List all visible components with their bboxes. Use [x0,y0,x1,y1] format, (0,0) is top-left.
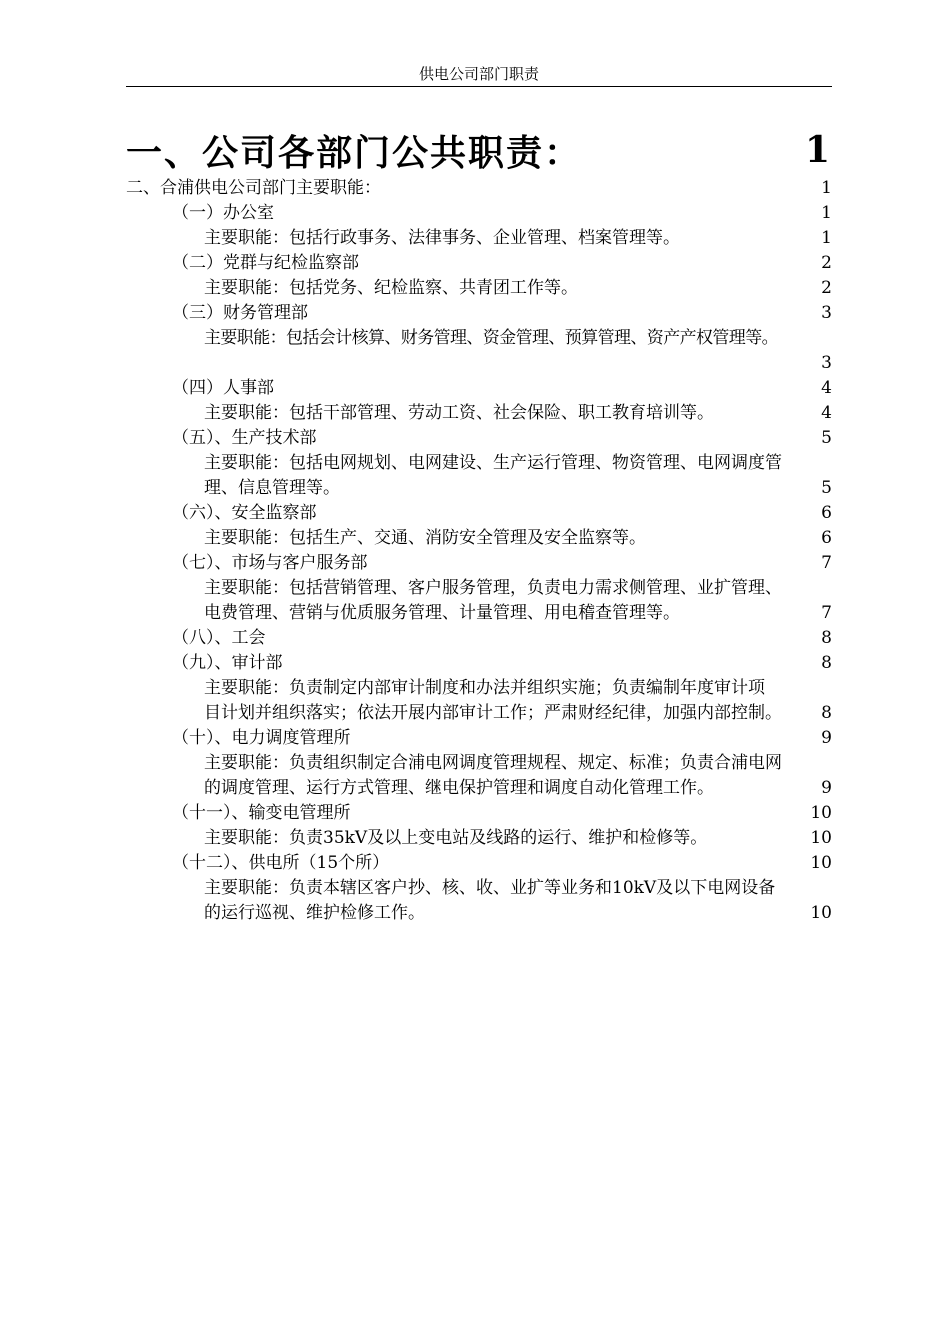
toc-entry-page: 8 [821,628,832,648]
toc-entry-page: 6 [821,503,832,523]
description-page: 10 [810,903,832,923]
description-line: 的调度管理、运行方式管理、继电保护管理和调度自动化管理工作。 [204,778,714,798]
toc-entry-page: 10 [810,803,832,823]
description-line: 主要职能：负责组织制定合浦电网调度管理规程、规定、标准；负责合浦电网 [204,753,782,773]
toc-section-2-page: 1 [821,178,832,198]
toc-entry-title: （九）、审计部 [172,653,283,673]
toc-entry-page: 1 [821,203,832,223]
toc-entry-5[interactable] [126,426,832,451]
toc-entry-description[interactable] [126,676,832,726]
description-line: 电费管理、营销与优质服务管理、计量管理、用电稽查管理等。 [204,603,680,623]
description-page: 4 [821,403,832,423]
description-line: 目计划并组织落实；依法开展内部审计工作；严肃财经纪律，加强内部控制。 [204,703,782,723]
description-page: 2 [821,278,832,298]
toc-heading-page: 1 [804,129,832,171]
toc-entry-11[interactable] [126,801,832,826]
toc-entry-description[interactable] [126,326,832,376]
toc-entry-page: 3 [821,303,832,323]
toc-entry-4[interactable] [126,376,832,401]
description-line: 主要职能：负责本辖区客户抄、核、收、业扩等业务和10kV及以下电网设备 [204,878,776,898]
toc-entry-description[interactable] [126,876,832,926]
toc-entry-title: （十一）、输变电管理所 [172,803,351,823]
toc-entry-title: （二）党群与纪检监察部 [172,253,359,273]
toc-entry-title: （十）、电力调度管理所 [172,728,351,748]
toc-entry-description[interactable] [126,226,832,251]
toc-heading-text: 一、公司各部门公共职责： [126,131,583,174]
toc-items [126,201,832,926]
header-divider [126,86,832,87]
toc-entry-description[interactable] [126,576,832,626]
toc-entry-title: （七）、市场与客户服务部 [172,553,368,573]
toc-section-2-text: 二、合浦供电公司部门主要职能： [126,178,381,198]
description-line: 主要职能：包括生产、交通、消防安全管理及安全监察等。 [204,528,646,548]
description-line: 主要职能：负责35kV及以上变电站及线路的运行、维护和检修等。 [204,828,708,848]
description-page: 8 [821,703,832,723]
toc-heading-1[interactable] [126,124,832,176]
toc-entry-12[interactable] [126,851,832,876]
toc-entry-page: 4 [821,378,832,398]
description-line: 主要职能：负责制定内部审计制度和办法并组织实施；负责编制年度审计项 [204,678,765,698]
description-line: 主要职能：包括会计核算、财务管理、资金管理、预算管理、资产产权管理等。 [204,328,778,348]
page-header: 供电公司部门职责 [418,65,539,83]
toc-entry-3[interactable] [126,301,832,326]
toc-entry-title: （十二）、供电所（15个所） [172,853,390,873]
description-page: 10 [810,828,832,848]
toc-entry-page: 2 [821,253,832,273]
toc-entry-title: （一）办公室 [172,203,274,223]
description-line: 主要职能：包括电网规划、电网建设、生产运行管理、物资管理、电网调度管 [204,453,782,473]
toc-entry-title: （五）、生产技术部 [172,428,317,448]
toc-entry-title: （八）、工会 [172,628,266,648]
toc-entry-2[interactable] [126,251,832,276]
toc-entry-7[interactable] [126,551,832,576]
toc-entry-description[interactable] [126,526,832,551]
description-line: 的运行巡视、维护检修工作。 [204,903,425,923]
toc-entry-9[interactable] [126,651,832,676]
toc-entry-8[interactable] [126,626,832,651]
description-line: 理、信息管理等。 [204,478,340,498]
toc-entry-title: （六）、安全监察部 [172,503,317,523]
description-line: 主要职能：包括行政事务、法律事务、企业管理、档案管理等。 [204,228,680,248]
toc-entry-title: （四）人事部 [172,378,274,398]
toc-entry-1[interactable] [126,201,832,226]
toc-entry-page: 10 [810,853,832,873]
description-page: 3 [821,353,832,373]
description-page: 7 [821,603,832,623]
description-page: 6 [821,528,832,548]
toc-entry-page: 9 [821,728,832,748]
table-of-contents [126,124,832,926]
toc-section-2[interactable] [126,176,832,201]
description-page: 9 [821,778,832,798]
toc-entry-title: （三）财务管理部 [172,303,308,323]
toc-entry-description[interactable] [126,401,832,426]
toc-entry-page: 8 [821,653,832,673]
description-line: 主要职能：包括营销管理、客户服务管理，负责电力需求侧管理、业扩管理、 [204,578,782,598]
description-page: 1 [821,228,832,248]
toc-entry-10[interactable] [126,726,832,751]
toc-entry-description[interactable] [126,451,832,501]
description-page: 5 [821,478,832,498]
toc-entry-description[interactable] [126,826,832,851]
toc-entry-page: 7 [821,553,832,573]
toc-entry-description[interactable] [126,276,832,301]
description-line: 主要职能：包括党务、纪检监察、共青团工作等。 [204,278,578,298]
toc-entry-6[interactable] [126,501,832,526]
description-line: 主要职能：包括干部管理、劳动工资、社会保险、职工教育培训等。 [204,403,714,423]
toc-entry-description[interactable] [126,751,832,801]
toc-entry-page: 5 [821,428,832,448]
